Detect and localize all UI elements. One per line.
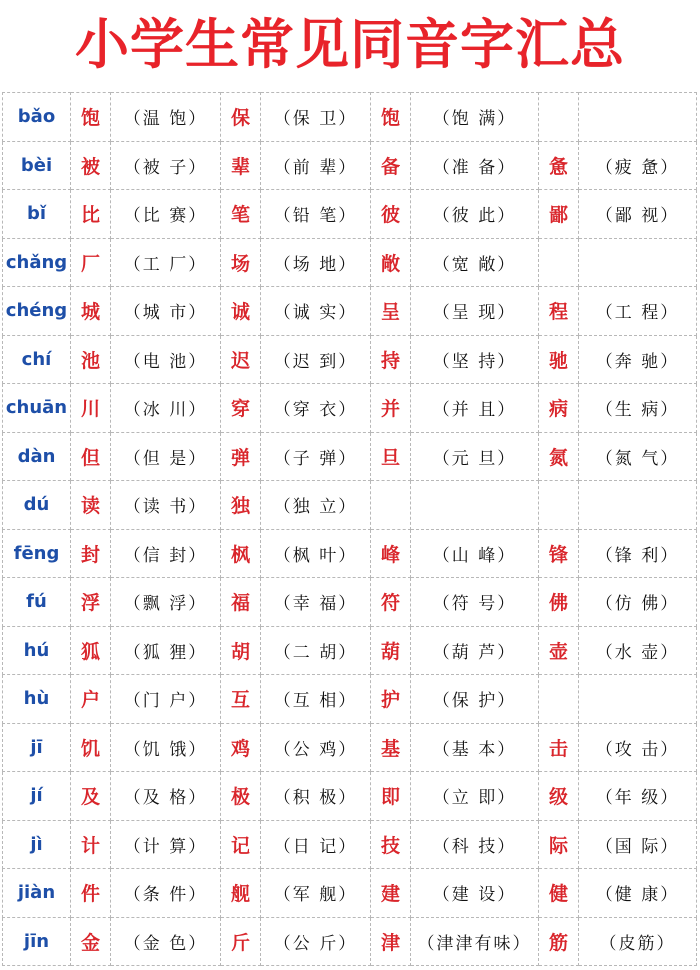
word-cell: （枫 叶） — [261, 529, 371, 578]
pinyin-cell: hù — [3, 675, 71, 724]
word-cell: （保 护） — [411, 675, 539, 724]
table-row — [3, 820, 697, 869]
character-cell: 笔 — [221, 190, 261, 239]
word-cell: （比 赛） — [111, 190, 221, 239]
table-row — [3, 287, 697, 336]
character-cell: 建 — [371, 869, 411, 918]
character-cell: 击 — [539, 723, 579, 772]
character-cell: 并 — [371, 384, 411, 433]
character-cell: 迟 — [221, 335, 261, 384]
character-cell: 筋 — [539, 917, 579, 966]
character-cell: 金 — [71, 917, 111, 966]
character-cell: 及 — [71, 772, 111, 821]
character-cell: 锋 — [539, 529, 579, 578]
word-cell: （坚 持） — [411, 335, 539, 384]
character-cell: 饥 — [71, 723, 111, 772]
character-cell: 池 — [71, 335, 111, 384]
word-cell: （飘 浮） — [111, 578, 221, 627]
character-cell: 舰 — [221, 869, 261, 918]
word-cell: （饱 满） — [411, 93, 539, 142]
word-cell: （条 件） — [111, 869, 221, 918]
character-cell: 被 — [71, 141, 111, 190]
character-cell: 厂 — [71, 238, 111, 287]
character-cell: 弹 — [221, 432, 261, 481]
character-cell: 诚 — [221, 287, 261, 336]
pinyin-cell: chuān — [3, 384, 71, 433]
word-cell: （读 书） — [111, 481, 221, 530]
word-cell: （科 技） — [411, 820, 539, 869]
word-cell: （狐 狸） — [111, 626, 221, 675]
character-cell: 比 — [71, 190, 111, 239]
word-cell: （葫 芦） — [411, 626, 539, 675]
table-row — [3, 190, 697, 239]
character-cell — [539, 481, 579, 530]
character-cell: 读 — [71, 481, 111, 530]
table-row — [3, 481, 697, 530]
table-row — [3, 626, 697, 675]
word-cell: （宽 敞） — [411, 238, 539, 287]
word-cell: （被 子） — [111, 141, 221, 190]
word-cell: （年 级） — [579, 772, 697, 821]
character-cell: 旦 — [371, 432, 411, 481]
character-cell: 胡 — [221, 626, 261, 675]
character-cell: 备 — [371, 141, 411, 190]
word-cell: （冰 川） — [111, 384, 221, 433]
character-cell: 场 — [221, 238, 261, 287]
pinyin-cell: jí — [3, 772, 71, 821]
word-cell: （铅 笔） — [261, 190, 371, 239]
character-cell: 城 — [71, 287, 111, 336]
table-row — [3, 93, 697, 142]
word-cell: （山 峰） — [411, 529, 539, 578]
word-cell: （津津有味） — [411, 917, 539, 966]
word-cell: （互 相） — [261, 675, 371, 724]
character-cell: 鸡 — [221, 723, 261, 772]
word-cell: （诚 实） — [261, 287, 371, 336]
table-row — [3, 335, 697, 384]
word-cell: （鄙 视） — [579, 190, 697, 239]
character-cell: 即 — [371, 772, 411, 821]
word-cell: （奔 驰） — [579, 335, 697, 384]
pinyin-cell: jī — [3, 723, 71, 772]
word-cell: （日 记） — [261, 820, 371, 869]
character-cell: 惫 — [539, 141, 579, 190]
word-cell: （准 备） — [411, 141, 539, 190]
word-cell: （水 壶） — [579, 626, 697, 675]
word-cell: （迟 到） — [261, 335, 371, 384]
word-cell: （饥 饿） — [111, 723, 221, 772]
pinyin-cell: bèi — [3, 141, 71, 190]
pinyin-cell: jīn — [3, 917, 71, 966]
character-cell: 健 — [539, 869, 579, 918]
table-row — [3, 578, 697, 627]
word-cell — [579, 481, 697, 530]
character-cell: 狐 — [71, 626, 111, 675]
word-cell: （攻 击） — [579, 723, 697, 772]
character-cell: 葫 — [371, 626, 411, 675]
pinyin-cell: bǐ — [3, 190, 71, 239]
word-cell — [579, 93, 697, 142]
character-cell: 彼 — [371, 190, 411, 239]
word-cell: （城 市） — [111, 287, 221, 336]
word-cell: （立 即） — [411, 772, 539, 821]
word-cell: （疲 惫） — [579, 141, 697, 190]
table-row — [3, 238, 697, 287]
word-cell: （积 极） — [261, 772, 371, 821]
pinyin-cell: fēng — [3, 529, 71, 578]
word-cell: （幸 福） — [261, 578, 371, 627]
word-cell: （公 鸡） — [261, 723, 371, 772]
word-cell: （符 号） — [411, 578, 539, 627]
word-cell: （并 且） — [411, 384, 539, 433]
character-cell: 护 — [371, 675, 411, 724]
character-cell: 极 — [221, 772, 261, 821]
homophone-table — [2, 92, 697, 966]
pinyin-cell: bǎo — [3, 93, 71, 142]
word-cell: （建 设） — [411, 869, 539, 918]
pinyin-cell: fú — [3, 578, 71, 627]
pinyin-cell: jì — [3, 820, 71, 869]
character-cell: 件 — [71, 869, 111, 918]
character-cell — [371, 481, 411, 530]
word-cell: （仿 佛） — [579, 578, 697, 627]
character-cell: 计 — [71, 820, 111, 869]
character-cell: 持 — [371, 335, 411, 384]
character-cell: 封 — [71, 529, 111, 578]
character-cell: 保 — [221, 93, 261, 142]
pinyin-cell: chǎng — [3, 238, 71, 287]
word-cell: （呈 现） — [411, 287, 539, 336]
character-cell: 符 — [371, 578, 411, 627]
character-cell: 枫 — [221, 529, 261, 578]
character-cell — [539, 93, 579, 142]
character-cell: 川 — [71, 384, 111, 433]
word-cell: （氮 气） — [579, 432, 697, 481]
word-cell: （穿 衣） — [261, 384, 371, 433]
word-cell — [579, 238, 697, 287]
table-row — [3, 723, 697, 772]
pinyin-cell: chí — [3, 335, 71, 384]
character-cell: 技 — [371, 820, 411, 869]
table-row — [3, 675, 697, 724]
character-cell: 呈 — [371, 287, 411, 336]
character-cell: 病 — [539, 384, 579, 433]
word-cell: （工 程） — [579, 287, 697, 336]
table-row — [3, 141, 697, 190]
character-cell: 独 — [221, 481, 261, 530]
character-cell: 峰 — [371, 529, 411, 578]
word-cell: （彼 此） — [411, 190, 539, 239]
page-title: 小学生常见同音字汇总 — [75, 12, 625, 76]
character-cell: 程 — [539, 287, 579, 336]
character-cell: 津 — [371, 917, 411, 966]
character-cell: 佛 — [539, 578, 579, 627]
word-cell: （工 厂） — [111, 238, 221, 287]
word-cell: （健 康） — [579, 869, 697, 918]
word-cell: （门 户） — [111, 675, 221, 724]
table-row — [3, 384, 697, 433]
table-row — [3, 917, 697, 966]
character-cell: 但 — [71, 432, 111, 481]
character-cell: 穿 — [221, 384, 261, 433]
table-row — [3, 772, 697, 821]
character-cell: 敞 — [371, 238, 411, 287]
character-cell: 氮 — [539, 432, 579, 481]
word-cell: （子 弹） — [261, 432, 371, 481]
pinyin-cell: hú — [3, 626, 71, 675]
word-cell: （温 饱） — [111, 93, 221, 142]
pinyin-cell: dàn — [3, 432, 71, 481]
character-cell: 浮 — [71, 578, 111, 627]
table-row — [3, 432, 697, 481]
character-cell: 斤 — [221, 917, 261, 966]
character-cell — [539, 675, 579, 724]
word-cell: （但 是） — [111, 432, 221, 481]
word-cell: （电 池） — [111, 335, 221, 384]
pinyin-cell: jiàn — [3, 869, 71, 918]
character-cell: 基 — [371, 723, 411, 772]
table-row — [3, 869, 697, 918]
word-cell: （锋 利） — [579, 529, 697, 578]
word-cell: （前 辈） — [261, 141, 371, 190]
character-cell: 鄙 — [539, 190, 579, 239]
table-row — [3, 529, 697, 578]
character-cell: 际 — [539, 820, 579, 869]
character-cell: 记 — [221, 820, 261, 869]
word-cell: （保 卫） — [261, 93, 371, 142]
character-cell: 壶 — [539, 626, 579, 675]
character-cell: 福 — [221, 578, 261, 627]
word-cell: （场 地） — [261, 238, 371, 287]
pinyin-cell: dú — [3, 481, 71, 530]
word-cell: （元 旦） — [411, 432, 539, 481]
character-cell — [539, 238, 579, 287]
word-cell — [411, 481, 539, 530]
word-cell: （公 斤） — [261, 917, 371, 966]
word-cell: （独 立） — [261, 481, 371, 530]
word-cell: （及 格） — [111, 772, 221, 821]
word-cell — [579, 675, 697, 724]
word-cell: （金 色） — [111, 917, 221, 966]
character-cell: 饱 — [71, 93, 111, 142]
character-cell: 互 — [221, 675, 261, 724]
character-cell: 户 — [71, 675, 111, 724]
pinyin-cell: chéng — [3, 287, 71, 336]
word-cell: （基 本） — [411, 723, 539, 772]
character-cell: 饱 — [371, 93, 411, 142]
character-cell: 辈 — [221, 141, 261, 190]
character-cell: 驰 — [539, 335, 579, 384]
word-cell: （信 封） — [111, 529, 221, 578]
word-cell: （二 胡） — [261, 626, 371, 675]
word-cell: （生 病） — [579, 384, 697, 433]
word-cell: （皮筋） — [579, 917, 697, 966]
word-cell: （计 算） — [111, 820, 221, 869]
word-cell: （军 舰） — [261, 869, 371, 918]
word-cell: （国 际） — [579, 820, 697, 869]
character-cell: 级 — [539, 772, 579, 821]
